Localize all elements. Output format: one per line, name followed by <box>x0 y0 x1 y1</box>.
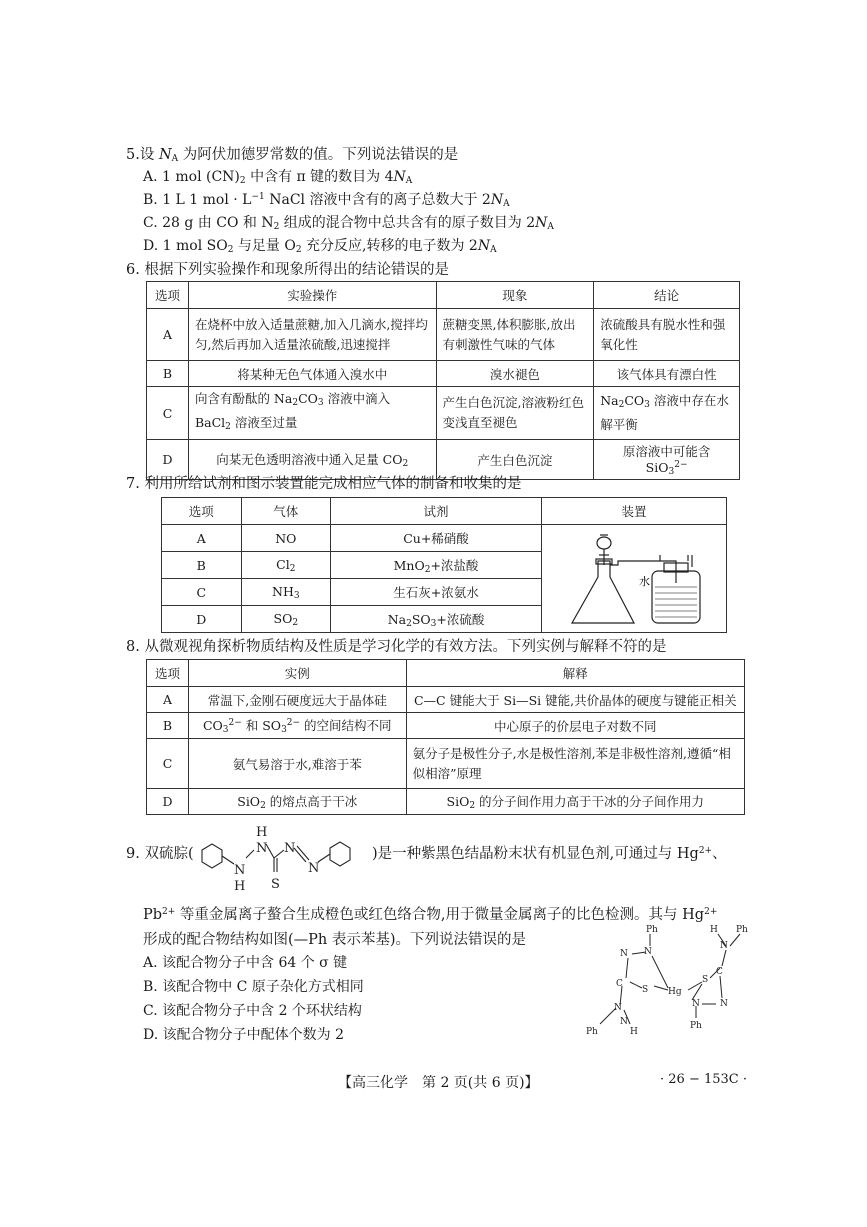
atom-label: N <box>308 861 320 876</box>
table-header: 选项 <box>147 282 189 309</box>
table-header: 结论 <box>594 282 740 309</box>
table-cell: $CO_3^{2-}$ 和 $SO_3^{2-}$ 的空间结构不同 <box>188 713 406 739</box>
table-row <box>147 713 745 739</box>
atom-label: Ph <box>586 1027 598 1037</box>
table-cell: 向某无色透明溶液中通入足量 $CO_2$ <box>188 440 436 480</box>
table-cell: C—C 键能大于 Si—Si 键能,共价晶体的硬度与键能正相关 <box>406 687 744 713</box>
q9-option-b: B. 该配合物中 C 原子杂化方式相同 <box>143 979 364 995</box>
table-cell: 向含有酚酞的 $Na_2CO_3$ 溶液中滴入 BaCl$_2$ 溶液至过量 <box>188 387 436 440</box>
q7-table <box>161 497 727 633</box>
q7-stem: 7. 利用所给试剂和图示装置能完成相应气体的制备和收集的是 <box>126 476 522 492</box>
table-header-row <box>147 660 745 687</box>
apparatus-cell <box>541 525 726 633</box>
table-cell: $Cl_2$ <box>241 552 331 579</box>
table-cell: $Na_2SO_3+$浓硫酸 <box>331 606 542 633</box>
q9-stem-line3: 形成的配合物结构如图(—Ph 表示苯基)。下列说法错误的是 <box>143 932 527 948</box>
table-cell: 在烧杯中放入适量蔗糖,加入几滴水,搅拌均匀,然后再加入适量浓硫酸,迅速搅拌 <box>188 309 436 361</box>
table-cell: B <box>147 713 189 739</box>
table-header: 实例 <box>188 660 406 687</box>
table-row <box>147 789 745 815</box>
atom-label: N <box>720 941 728 951</box>
table-header: 气体 <box>241 498 331 525</box>
table-cell: 原溶液中可能含 SiO$_3^{2-}$ <box>594 440 740 480</box>
table-cell: B <box>162 552 242 579</box>
q6-table <box>146 281 740 480</box>
atom-label: C <box>616 979 623 989</box>
atom-label: N <box>234 863 246 878</box>
atom-label: Ph <box>736 925 748 935</box>
table-row <box>147 687 745 713</box>
q9-option-a: A. 该配合物分子中含 64 个 σ 键 <box>143 955 348 971</box>
hg-complex-structure <box>580 920 755 1040</box>
table-header: 实验操作 <box>188 282 436 309</box>
table-cell: 将某种无色气体通入溴水中 <box>188 361 436 387</box>
atom-label: H <box>710 925 718 935</box>
atom-label: N <box>620 949 628 959</box>
table-cell: C <box>147 387 189 440</box>
q5-option-a: A. 1 mol $(CN)_2$ 中含有 π 键的数目为 $4N_A$ <box>143 169 413 186</box>
atom-label: S <box>642 985 649 995</box>
table-cell: 浓硫酸具有脱水性和强氧化性 <box>594 309 740 361</box>
atom-label: N <box>284 841 296 856</box>
table-row <box>147 387 740 440</box>
exam-code: · 26 − 153C · <box>660 1072 747 1087</box>
table-header-row <box>162 498 727 525</box>
table-header: 解释 <box>406 660 744 687</box>
atom-label: S <box>702 975 709 985</box>
atom-label: N <box>256 841 268 856</box>
atom-label: N <box>720 999 728 1009</box>
table-cell: NO <box>241 525 331 552</box>
table-row <box>147 739 745 789</box>
q8-table <box>146 659 745 815</box>
table-header: 选项 <box>147 660 189 687</box>
table-cell: 产生白色沉淀,溶液粉红色变浅直至褪色 <box>436 387 594 440</box>
table-header-row <box>147 282 740 309</box>
table-cell: D <box>147 789 189 815</box>
table-cell: 常温下,金刚石硬度远大于晶体硅 <box>188 687 406 713</box>
q9-option-d: D. 该配合物分子中配体个数为 2 <box>143 1027 344 1043</box>
atom-label: N <box>692 999 700 1009</box>
atom-label: N <box>644 947 652 957</box>
atom-label: Ph <box>690 1021 702 1031</box>
table-cell: 溴水褪色 <box>436 361 594 387</box>
q5-option-d: D. 1 mol $SO_2$ 与足量 $O_2$ 充分反应,转移的电子数为 $2N_A$ <box>143 238 497 255</box>
atom-label: N <box>620 1017 628 1027</box>
atom-label: C <box>716 967 723 977</box>
q5-stem: 5.设 $N_A$ 为阿伏加德罗常数的值。下列说法错误的是 <box>126 147 459 164</box>
q9-stem-head: 9. 双硫腙( <box>126 846 194 862</box>
table-cell: A <box>147 309 189 361</box>
table-cell: C <box>147 739 189 789</box>
table-cell: 氨分子是极性分子,水是极性溶剂,苯是非极性溶剂,遵循“相似相溶”原理 <box>406 739 744 789</box>
table-row <box>147 361 740 387</box>
table-cell: D <box>162 606 242 633</box>
q5-option-b: B. 1 L 1 mol · $L^{-1}$ NaCl 溶液中含有的离子总数大于 $2N_A$ <box>143 192 510 209</box>
atom-label: S <box>271 877 280 892</box>
table-header: 试剂 <box>331 498 542 525</box>
q6-stem: 6. 根据下列实验操作和现象所得出的结论错误的是 <box>126 262 449 278</box>
table-cell: 中心原子的价层电子对数不同 <box>406 713 744 739</box>
table-cell: 蔗糖变黑,体积膨胀,放出有刺激性气味的气体 <box>436 309 594 361</box>
q8-stem: 8. 从微观视角探析物质结构及性质是学习化学的有效方法。下列实例与解释不符的是 <box>126 639 667 655</box>
atom-label: Ph <box>646 925 658 935</box>
table-cell: Cu+稀硝酸 <box>331 525 542 552</box>
atom-label: N <box>614 1003 622 1013</box>
table-cell: D <box>147 440 189 480</box>
q9-stem-line2: $Pb^{2+}$ 等重金属离子螯合生成橙色或红色络合物,用于微量金属离子的比色检测。其与 $Hg^{2+}$ <box>143 907 718 923</box>
table-row <box>147 309 740 361</box>
table-cell: 生石灰+浓氨水 <box>331 579 542 606</box>
q5-option-c: C. 28 g 由 CO 和 $N_2$ 组成的混合物中总共含有的原子数目为 $2N_A$ <box>143 215 554 232</box>
table-cell: MnO$_2$+浓盐酸 <box>331 552 542 579</box>
dithizone-structure <box>192 822 370 894</box>
table-header: 现象 <box>436 282 594 309</box>
gas-apparatus-diagram <box>542 525 726 629</box>
atom-label: H <box>630 1027 638 1037</box>
atom-label: H <box>256 825 268 840</box>
table-cell: $Na_2CO_3$ 溶液中存在水解平衡 <box>594 387 740 440</box>
table-header: 装置 <box>541 498 726 525</box>
atom-label: H <box>234 879 246 894</box>
table-cell: 氨气易溶于水,难溶于苯 <box>188 739 406 789</box>
table-cell: SiO$_2$ 的分子间作用力高于干冰的分子间作用力 <box>406 789 744 815</box>
table-cell: C <box>162 579 242 606</box>
table-row <box>162 525 727 552</box>
q9-option-c: C. 该配合物分子中含 2 个环状结构 <box>143 1003 362 1019</box>
table-header: 选项 <box>162 498 242 525</box>
table-cell: A <box>162 525 242 552</box>
page-footer: 【高三化学 第 2 页(共 6 页)】 <box>338 1075 539 1091</box>
table-cell: A <box>147 687 189 713</box>
table-cell: 产生白色沉淀 <box>436 440 594 480</box>
q9-stem-tail: )是一种紫黑色结晶粉末状有机显色剂,可通过与 $Hg^{2+}$、 <box>372 846 727 862</box>
table-cell: $SO_2$ <box>241 606 331 633</box>
table-cell: $NH_3$ <box>241 579 331 606</box>
atom-label: Hg <box>668 987 682 997</box>
table-cell: 该气体具有漂白性 <box>594 361 740 387</box>
water-label: 水 <box>638 575 650 588</box>
table-cell: B <box>147 361 189 387</box>
table-cell: SiO$_2$ 的熔点高于干冰 <box>188 789 406 815</box>
